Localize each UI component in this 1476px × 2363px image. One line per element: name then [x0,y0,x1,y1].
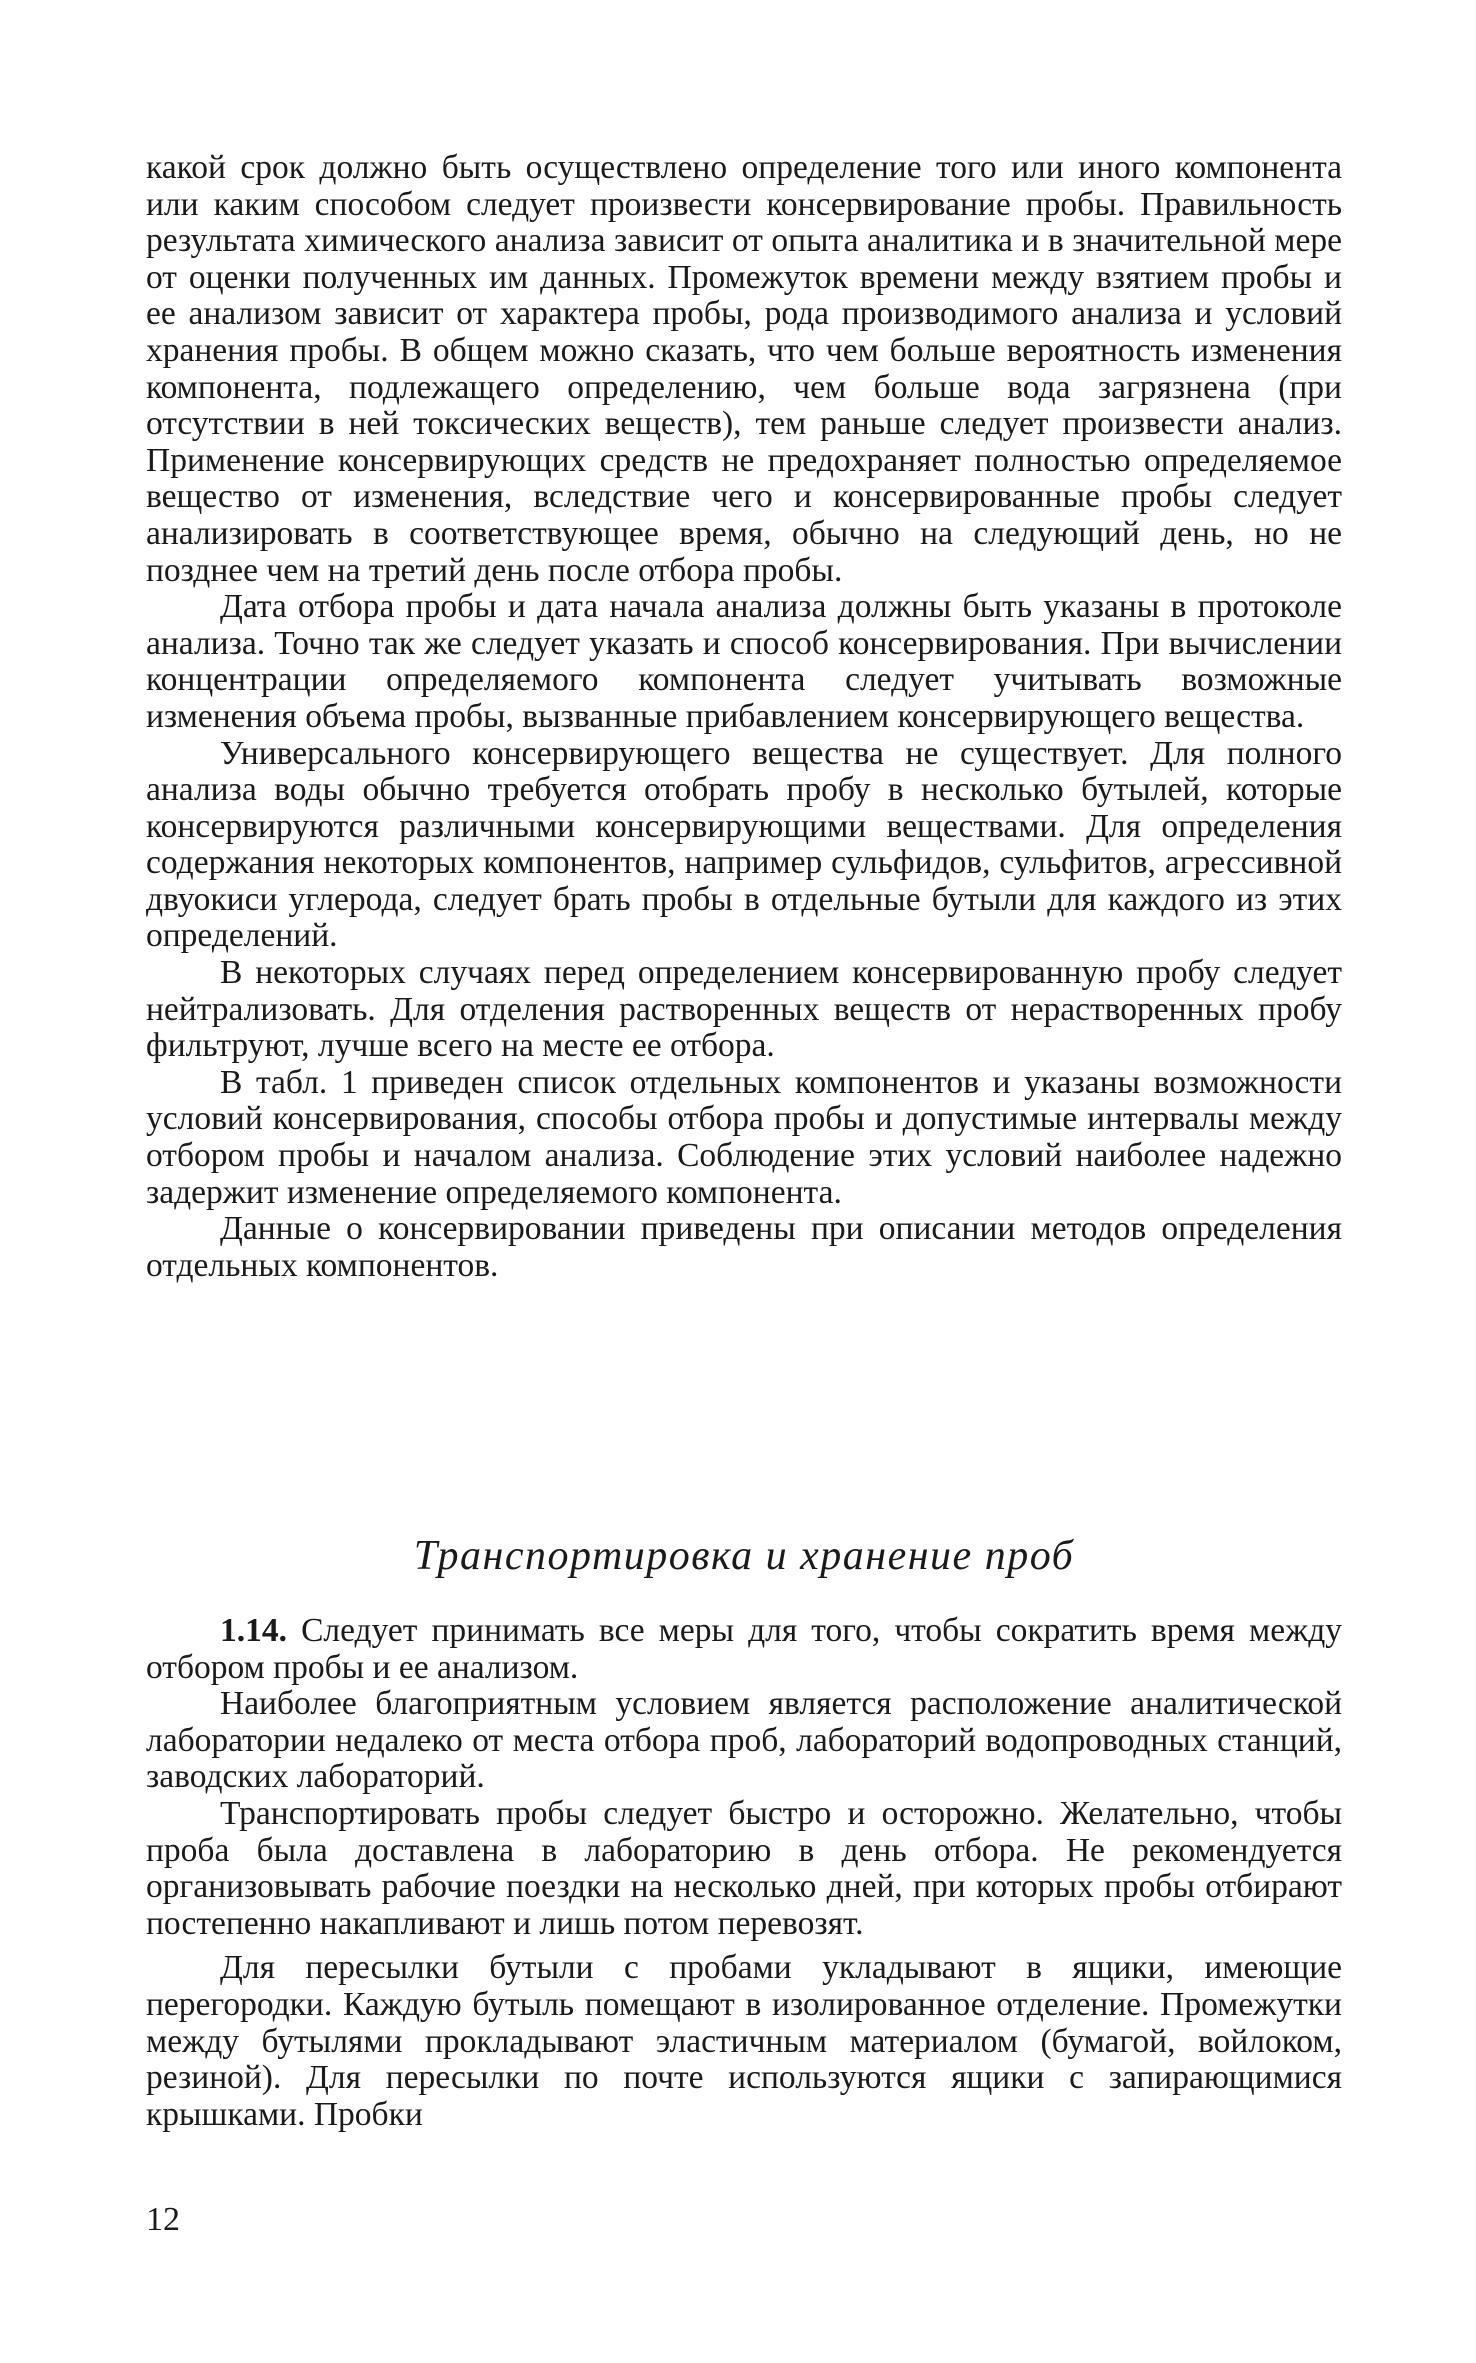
paragraph-text: Следует принимать все меры для того, чтобы сократить время между отбором пробы и ее анализом. [146,1612,1343,1686]
paragraph: Для пересылки бутыли с пробами укладывают в ящики, имеющие перегородки. Каждую бутыль помещают в изолированное отделение. Промежутки между бутылями прокладывают эластичным материалом (бумагой, войлоком, резиной). Для пересылки по почте используются ящики с запирающимися крышками. Пробки [146,1949,1342,2133]
body-text-bottom [146,1613,1342,2133]
paragraph: В табл. 1 приведен список отдельных компонентов и указаны возможности условий консервирования, способы отбора пробы и допустимые интервалы между отбором пробы и началом анализа. Соблюдение этих условий наиболее надежно задержит изменение определяемого компонента. [146,1063,1342,1211]
paragraph: Универсального консервирующего вещества не существует. Для полного анализа воды обычно требуется отобрать пробу в несколько бутылей, которые консервируются различными консервирующими веществами. Для определения содержания некоторых компонентов, например сульфидов, сульфитов, агрессивной двуокиси углерода, следует брать пробы в отдельные бутыли для каждого из этих определений. [146,734,1342,955]
paragraph [146,1613,1342,1686]
paragraph: Наиболее благоприятным условием является расположение аналитической лаборатории недалеко от места отбора проб, лабораторий водопроводных станций, заводских лабораторий. [146,1685,1342,1796]
section-number: 1.14. [220,1612,287,1649]
body-text-top [146,150,1342,1284]
paragraph: какой срок должно быть осуществлено определение того или иного компонента или каким способом следует произвести консервирование пробы. Правильность результата химического анализа зависит от опыта аналитика и в значительной мере от оценки полученных им данных. Промежуток времени между взятием пробы и ее анализом зависит от характера пробы, рода производимого анализа и условий хранения пробы. В общем можно сказать, что чем больше вероятность изменения компонента, подлежащего определению, чем больше вода загрязнена (при отсутствии в ней токсических веществ), тем раньше следует произвести анализ. Применение консервирующих средств не предохраняет полностью определяемое вещество от изменения, вследствие чего и консервированные пробы следует анализировать в соответствующее время, обычно на следующий день, но не позднее чем на третий день после отбора пробы. [146,149,1342,589]
paragraph: В некоторых случаях перед определением консервированную пробу следует нейтрализовать. Для отделения растворенных веществ от нерастворенных пробу фильтруют, лучше всего на месте ее отбора. [146,954,1342,1065]
section-heading: Транспортировка и хранение проб [413,1533,1075,1579]
page-number: 12 [146,2201,180,2238]
paragraph: Дата отбора пробы и дата начала анализа должны быть указаны в протоколе анализа. Точно так же следует указать и способ консервирования. При вычислении концентрации определяемого компонента следует учитывать возможные изменения объема пробы, вызванные прибавлением консервирующего вещества. [146,588,1342,735]
paragraph: Данные о консервировании приведены при описании методов определения отдельных компонентов. [146,1210,1342,1284]
paragraph: Транспортировать пробы следует быстро и осторожно. Желательно, чтобы проба была доставлена в лабораторию в день отбора. Не рекомендуется организовывать рабочие поездки на несколько дней, при которых пробы отбирают постепенно накапливают и лишь потом перевозят. [146,1794,1342,1942]
